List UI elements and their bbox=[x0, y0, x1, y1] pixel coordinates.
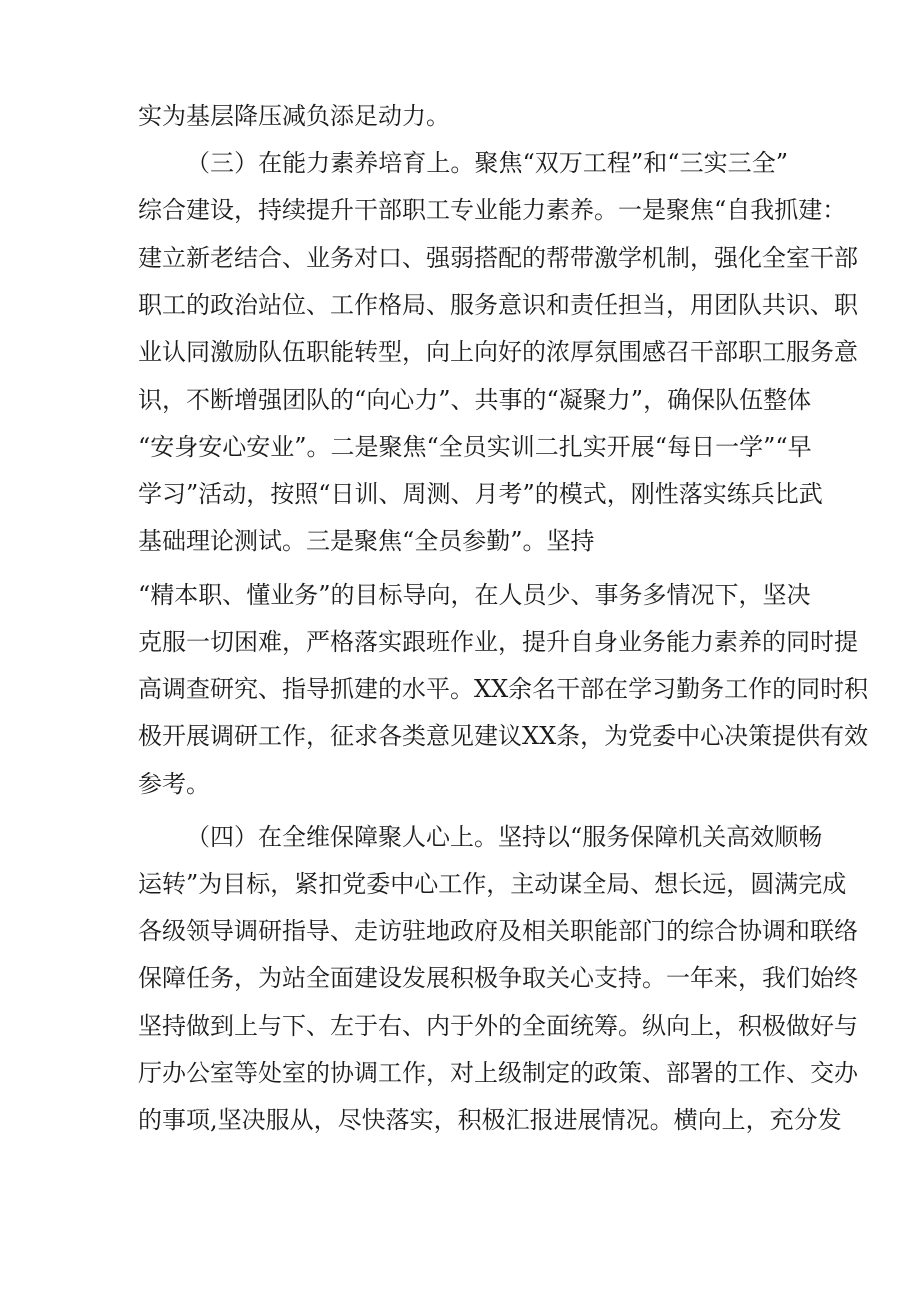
paragraph-line: 保障任务，为站全面建设发展积极争取关心支持。一年来，我们始终 bbox=[138, 964, 858, 992]
paragraph-line: 运转”为目标，紧扣党委中心工作，主动谋全局、想长远，圆满完成 bbox=[138, 870, 847, 898]
section-heading-line: （四）在全维保障聚人心上。坚持以“服务保障机关高效顺畅 bbox=[186, 823, 823, 851]
paragraph-line: 极开展调研工作，征求各类意见建议XX条，为党委中心决策提供有效 bbox=[138, 722, 869, 750]
paragraph-line: “精本职、懂业务”的目标导向，在人员少、事务多情况下，坚决 bbox=[138, 581, 811, 609]
paragraph-line: “安身安心安业”。二是聚焦“全员实训二扎实开展“每日一学”“早 bbox=[138, 433, 812, 461]
paragraph-line: 的事项,坚决服从，尽快落实，积极汇报进展情况。横向上，充分发 bbox=[138, 1106, 842, 1134]
section-heading-line: （三）在能力素养培育上。聚焦“双万工程”和“三实三全” bbox=[186, 149, 788, 177]
paragraph-line: 厅办公室等处室的协调工作，对上级制定的政策、部署的工作、交办 bbox=[138, 1059, 858, 1087]
paragraph-line: 职工的政治站位、工作格局、服务意识和责任担当，用团队共识、职 bbox=[138, 291, 858, 319]
paragraph-line: 学习”活动，按照“日训、周测、月考”的模式，刚性落实练兵比武 bbox=[138, 480, 823, 508]
paragraph-line: 识，不断增强团队的“向心力”、共事的“凝聚力”，确保队伍整体 bbox=[138, 386, 812, 414]
paragraph-line: 各级领导调研指导、走访驻地政府及相关职能部门的综合协调和联络 bbox=[138, 917, 858, 945]
paragraph-line: 克服一切困难，严格落实跟班作业，提升自身业务能力素养的同时提 bbox=[138, 628, 858, 656]
paragraph-line: 坚持做到上与下、左于右、内于外的全面统筹。纵向上，积极做好与 bbox=[138, 1012, 858, 1040]
paragraph-line: 参考。 bbox=[138, 770, 210, 798]
paragraph-line: 实为基层降压减负添足动力。 bbox=[138, 102, 450, 130]
paragraph-line: 建立新老结合、业务对口、强弱搭配的帮带激学机制，强化全室干部 bbox=[138, 244, 858, 272]
paragraph-line: 综合建设，持续提升干部职工专业能力素养。一是聚焦“自我抓建： bbox=[138, 196, 847, 224]
paragraph-line: 业认同激励队伍职能转型，向上向好的浓厚氛围感召干部职工服务意 bbox=[138, 338, 858, 366]
paragraph-line: 基础理论测试。三是聚焦“全员参勤”。坚持 bbox=[138, 527, 595, 555]
paragraph-line: 高调查研究、指导抓建的水平。XX余名干部在学习勤务工作的同时积 bbox=[138, 675, 869, 703]
